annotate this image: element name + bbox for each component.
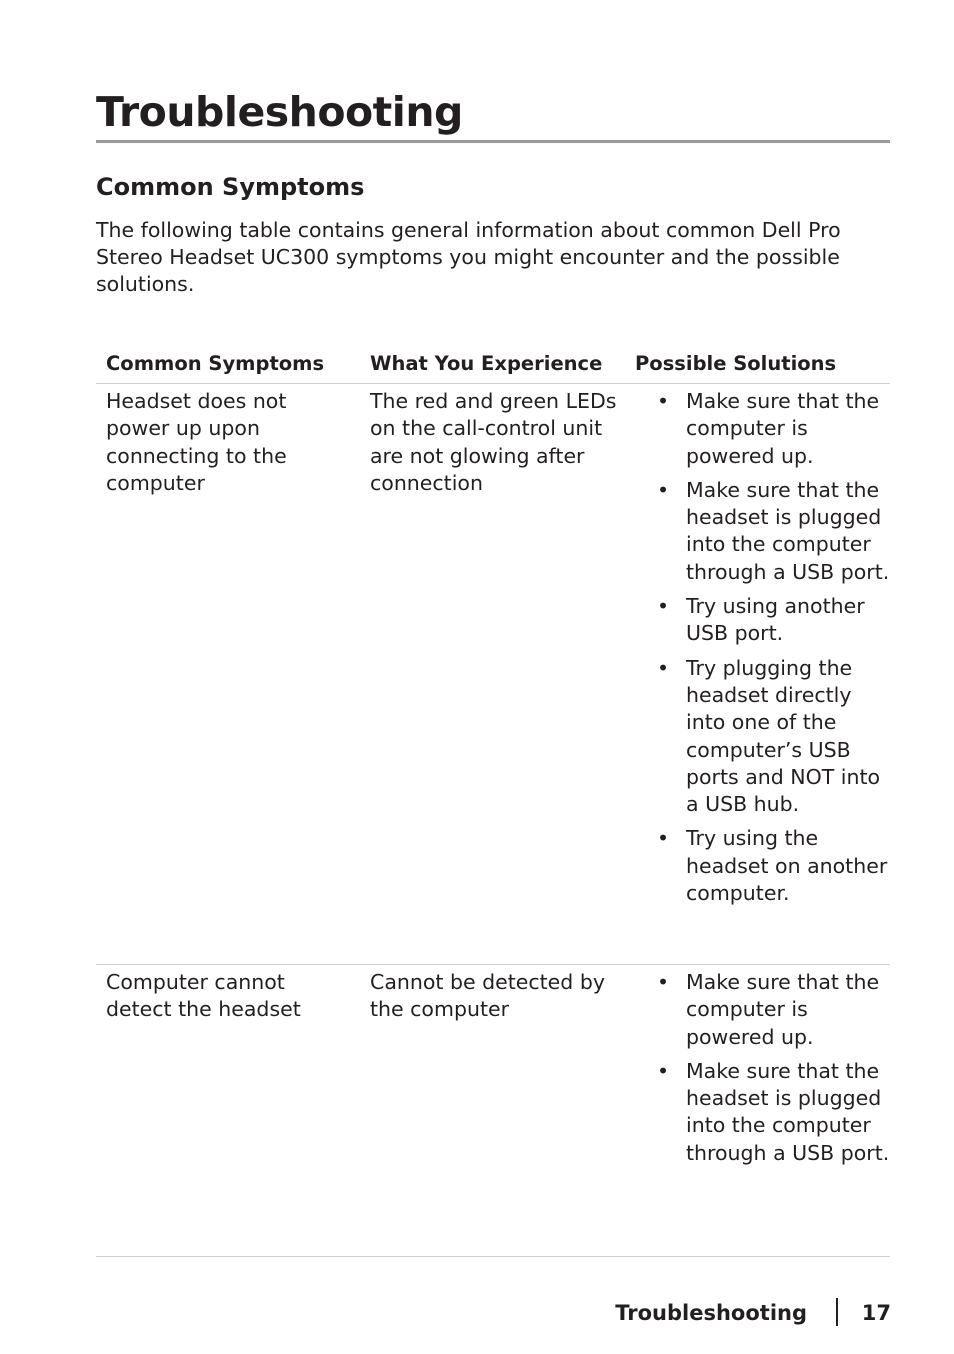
page-title: Troubleshooting (96, 88, 463, 136)
section-heading: Common Symptoms (96, 173, 365, 201)
solutions-list (657, 388, 890, 907)
page-number: 17 (861, 1301, 891, 1325)
table-row (96, 384, 890, 965)
footer-divider (96, 1256, 890, 1257)
bullet-icon: • (657, 655, 670, 680)
solution-text: Make sure that the computer is powered up. (686, 970, 880, 1049)
symptom-cell: Computer cannot detect the headset (106, 970, 301, 1022)
solution-text: Make sure that the computer is powered up. (686, 389, 880, 468)
solutions-cell (657, 388, 890, 914)
solution-item (657, 593, 890, 648)
solution-text: Try using the headset on another computer. (686, 826, 888, 906)
intro-paragraph: The following table contains general information about common Dell Pro Stereo Headset UC300 symptoms you might encounter and the possible solutions. (96, 218, 841, 296)
table-row (96, 965, 890, 1205)
solution-item (657, 477, 890, 586)
solution-item (657, 969, 890, 1051)
table-header-row (96, 346, 890, 384)
bullet-icon: • (657, 970, 670, 994)
column-header-solutions: Possible Solutions (635, 352, 837, 375)
bullet-icon: • (657, 826, 670, 851)
footer-separator (836, 1298, 838, 1326)
column-header-symptoms: Common Symptoms (106, 352, 325, 375)
experience-cell: Cannot be detected by the computer (370, 970, 605, 1022)
bullet-icon: • (657, 389, 670, 413)
bullet-icon: • (657, 1058, 670, 1083)
solution-item (657, 1058, 890, 1167)
solution-item (657, 388, 890, 470)
title-divider (96, 140, 890, 143)
column-header-experience: What You Experience (370, 352, 603, 375)
solution-text: Make sure that the headset is plugged into the computer through a USB port. (686, 477, 890, 584)
solution-text: Try using another USB port. (686, 594, 865, 646)
bullet-icon: • (657, 594, 670, 619)
footer-section-label: Troubleshooting (615, 1301, 807, 1325)
solution-item (657, 655, 890, 819)
solution-text: Make sure that the headset is plugged into the computer through a USB port. (686, 1058, 890, 1165)
symptom-cell: Headset does not power up upon connecting to the computer (106, 389, 287, 495)
bullet-icon: • (657, 477, 670, 502)
solutions-cell (657, 969, 890, 1174)
solutions-list (657, 969, 890, 1167)
solution-text: Try plugging the headset directly into one of the computer’s USB ports and NOT into a USB hub. (686, 655, 881, 817)
solution-item (657, 825, 890, 907)
experience-cell: The red and green LEDs on the call-control unit are not glowing after connection (370, 389, 617, 495)
